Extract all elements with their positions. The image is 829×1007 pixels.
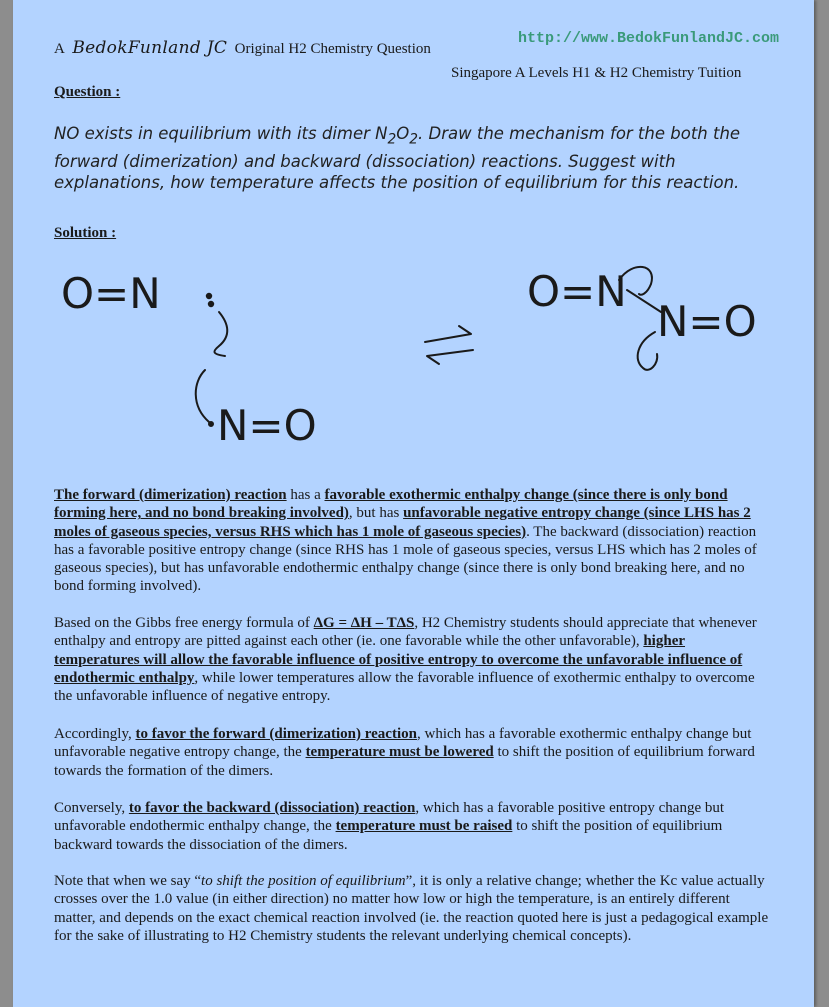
question-text-part2: . Draw the mechanism for the both the forward (dimerization) and backward (dissociation) reactions. Suggest with explanations, how temperature affects the position of equilibrium for this reaction. (54, 124, 741, 193)
p3-text-e: to shift the position of equilibrium forward towards the formation of the dimers. (54, 744, 755, 779)
left-no-bottom (209, 401, 317, 450)
brand-logo-text: BedokFunland JC (72, 38, 228, 58)
paragraph-forward-favor (54, 725, 769, 780)
p4-text-e: to shift the position of equilibrium backward towards the dissociation of the dimers. (54, 818, 723, 853)
header-title: Original H2 Chemistry Question (234, 41, 431, 57)
p5-text-c: ”, it is only a relative change; whether the Kc value actually crosses over the 1.0 value (in either direction) no matter how low or high the temperature, is an entirely different matter, and depends on the exact chemical reaction involved (ie. the reaction quoted here is just a pedagogical example for the sake of illustrating to H2 Chemistry students the relevant underlying chemical concepts). (54, 873, 769, 944)
p5-text-a: Note that when we say “ (54, 873, 202, 889)
mechanism-drawing (53, 250, 763, 450)
document-page (13, 0, 814, 1007)
p1-text-b: has a (286, 487, 325, 503)
p3-text-c: , which has a favorable exothermic enthalpy change but unfavorable negative entropy change, the (54, 726, 752, 761)
question-text-part1: NO exists in equilibrium with its dimer N (54, 124, 388, 143)
p2-text-c: , H2 Chemistry students should appreciate that whenever enthalpy and entropy are pitted against each other (ie. one favorable while the other unfavorable), (54, 615, 757, 650)
website-url[interactable]: http://www.BedokFunlandJC.com (518, 30, 780, 47)
dimer-arrow-bottom (638, 332, 658, 370)
p1-favorable-enthalpy: favorable exothermic enthalpy change (since there is only bond forming here, and no bond breaking involved) (54, 487, 728, 522)
left-bottom-label: N=O (217, 401, 317, 450)
p2-text-e: , while lower temperatures allow the favorable influence of exothermic enthalpy to overcome the unfavorable influence of negative entropy. (54, 669, 755, 705)
gibbs-formula: ΔG = ΔH – TΔS (313, 615, 415, 631)
p1-unfavorable-entropy: unfavorable negative entropy change (since LHS has 2 moles of gaseous species, versus RHS which has 1 mole of gaseous species) (54, 505, 751, 540)
p1-text-f: . The backward (dissociation) reaction has a favorable positive entropy change (since RHS has 1 mole of gaseous species, versus LHS which has 2 moles of gaseous species), but has unfavorable endothermic enthalpy change (since there is only bond breaking here, and no bond forming involved). (54, 523, 757, 595)
question-text-o: O (396, 124, 410, 143)
subscript-2b: 2 (409, 131, 419, 148)
paragraph-gibbs (54, 614, 769, 705)
dimer-molecule (527, 267, 757, 370)
p4-text-a: Conversely, (54, 800, 129, 816)
p5-italic-phrase: to shift the position of equilibrium (201, 873, 406, 889)
forward-harpoon (425, 326, 471, 342)
right-top-label: O=N (527, 267, 627, 316)
right-bottom-label: N=O (657, 297, 757, 346)
header-prefix: A (54, 41, 65, 57)
p4-temperature-raised: temperature must be raised (335, 818, 513, 835)
question-text (54, 123, 774, 194)
p3-temperature-lowered: temperature must be lowered (305, 744, 494, 761)
left-no-top (61, 269, 213, 318)
lone-pair-dot-2 (209, 302, 213, 306)
p3-favor-forward: to favor the forward (dimerization) reaction (135, 726, 417, 742)
subscript-2a: 2 (387, 131, 397, 148)
radical-dot (209, 422, 213, 426)
equilibrium-arrows (425, 326, 473, 364)
tuition-tagline: Singapore A Levels H1 & H2 Chemistry Tuition (451, 65, 742, 81)
lone-pair-dot-1 (207, 294, 211, 298)
paragraph-forward-reaction (54, 486, 769, 596)
paragraph-note (54, 872, 769, 945)
p3-text-a: Accordingly, (54, 726, 136, 742)
header-brand-line (54, 38, 431, 58)
paragraph-backward-favor (54, 799, 769, 854)
solution-label: Solution : (54, 225, 117, 241)
question-label: Question : (54, 84, 121, 100)
backward-harpoon (427, 350, 473, 364)
p2-text-a: Based on the Gibbs free energy formula of (54, 615, 314, 631)
curly-arrow-lower (196, 370, 209, 422)
p1-text-d: , but has (348, 505, 404, 522)
p4-text-c: , which has a favorable positive entropy change but unfavorable endothermic enthalpy change, the (54, 800, 725, 835)
curly-arrow-upper (214, 312, 227, 356)
p4-favor-backward: to favor the backward (dissociation) reaction (128, 800, 416, 816)
left-top-label: O=N (61, 269, 161, 318)
p1-forward-reaction: The forward (dimerization) reaction (54, 487, 287, 503)
p2-higher-temperatures: higher temperatures will allow the favorable influence of positive entropy to overcome the unfavorable influence of endothermic enthalpy (54, 633, 743, 686)
